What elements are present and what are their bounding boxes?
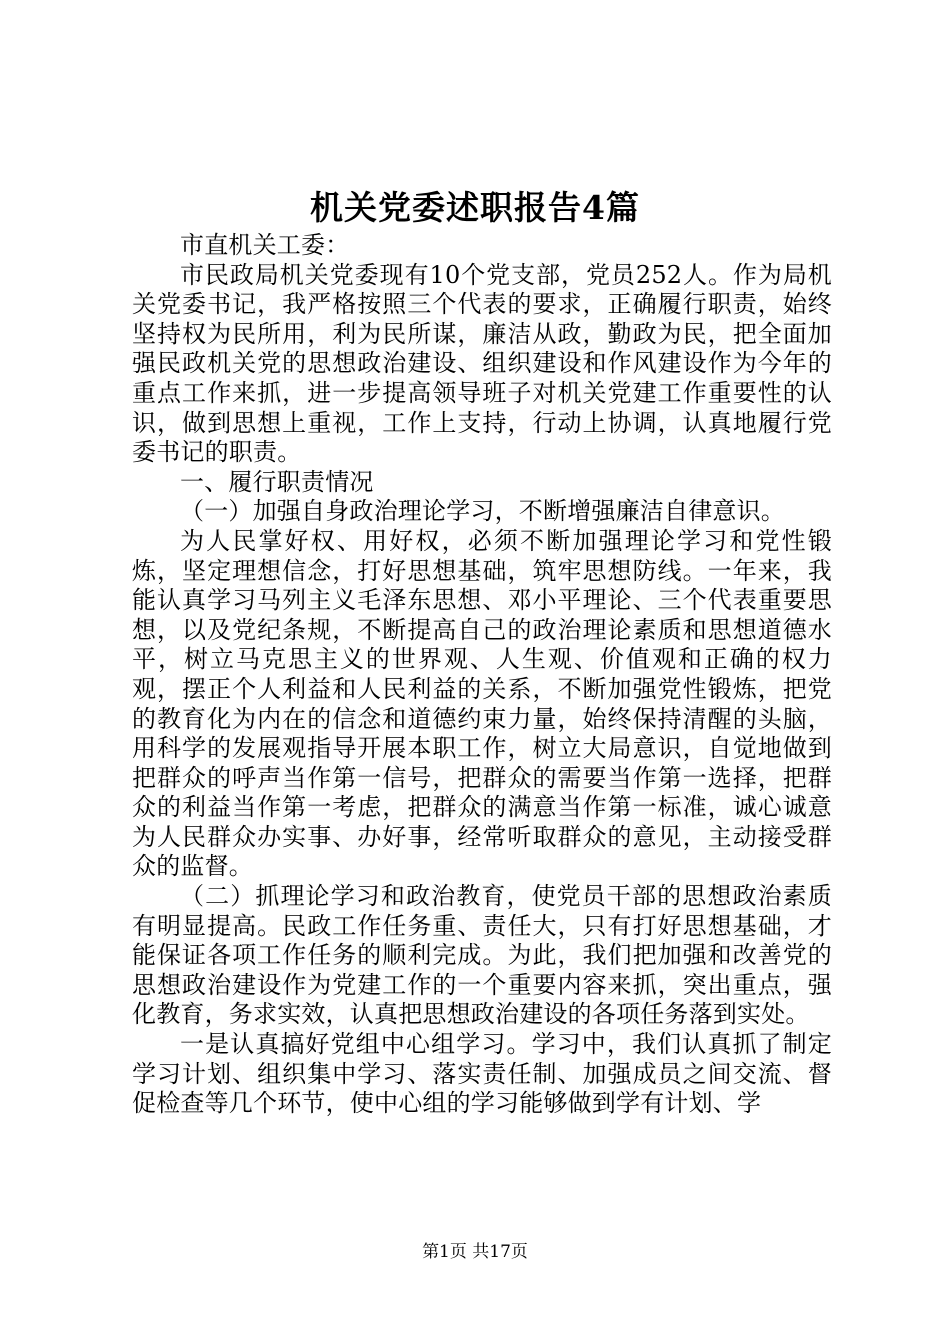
salutation-paragraph: 市直机关工委： xyxy=(180,231,350,259)
section-heading: 一、履行职责情况 xyxy=(180,467,374,496)
page-footer: 第1页 共17页 xyxy=(422,1242,528,1262)
document-title: 机关党委述职报告4篇 xyxy=(310,188,640,227)
subsection-heading-1: （一）加强自身政治理论学习，不断增强廉洁自律意识。 xyxy=(180,497,785,526)
intro-paragraph: 市民政局机关党委现有10个党支部，党员252人。作为局机关党委书记，我严格按照三个代表的要求，正确履行职责，始终坚持权为民所用，利为民所谋，廉洁从政，勤政为民，把全面加强民政机关党的思想政治建设、组织建设和作风建设作为今年的重点工作来抓，进一步提高领导班子对机关党建工作重要性的认识，做到思想上重视，工作上支持，行动上协调，认真地履行党委书记的职责。 xyxy=(132,260,832,467)
subsection-paragraph-2: （二）抓理论学习和政治教育，使党员干部的思想政治素质有明显提高。民政工作任务重、责任大，只有打好思想基础，才能保证各项工作任务的顺利完成。为此，我们把加强和改善党的思想政治建设作为党建工作的一个重要内容来抓，突出重点，强化教育，务求实效，认真把思想政治建设的各项任务落到实处。 xyxy=(132,882,832,1029)
body-paragraph: 一是认真搞好党组中心组学习。学习中，我们认真抓了制定学习计划、组织集中学习、落实责任制、加强成员之间交流、督促检查等几个环节，使中心组的学习能够做到学有计划、学 xyxy=(132,1030,832,1118)
body-paragraph: 为人民掌好权、用好权，必须不断加强理论学习和党性锻炼，坚定理想信念，打好思想基础，筑牢思想防线。一年来，我能认真学习马列主义毛泽东思想、邓小平理论、三个代表重要思想，以及党纪条规，不断提高自己的政治理论素质和思想道德水平，树立马克思主义的世界观、人生观、价值观和正确的权力观，摆正个人利益和人民利益的关系，不断加强党性锻炼，把党的教育化为内在的信念和道德约束力量，始终保持清醒的头脑，用科学的发展观指导开展本职工作，树立大局意识，自觉地做到把群众的呼声当作第一信号，把群众的需要当作第一选择，把群众的利益当作第一考虑，把群众的满意当作第一标准，诚心诚意为人民群众办实事、办好事，经常听取群众的意见，主动接受群众的监督。 xyxy=(132,526,832,881)
document-body xyxy=(132,231,832,1119)
